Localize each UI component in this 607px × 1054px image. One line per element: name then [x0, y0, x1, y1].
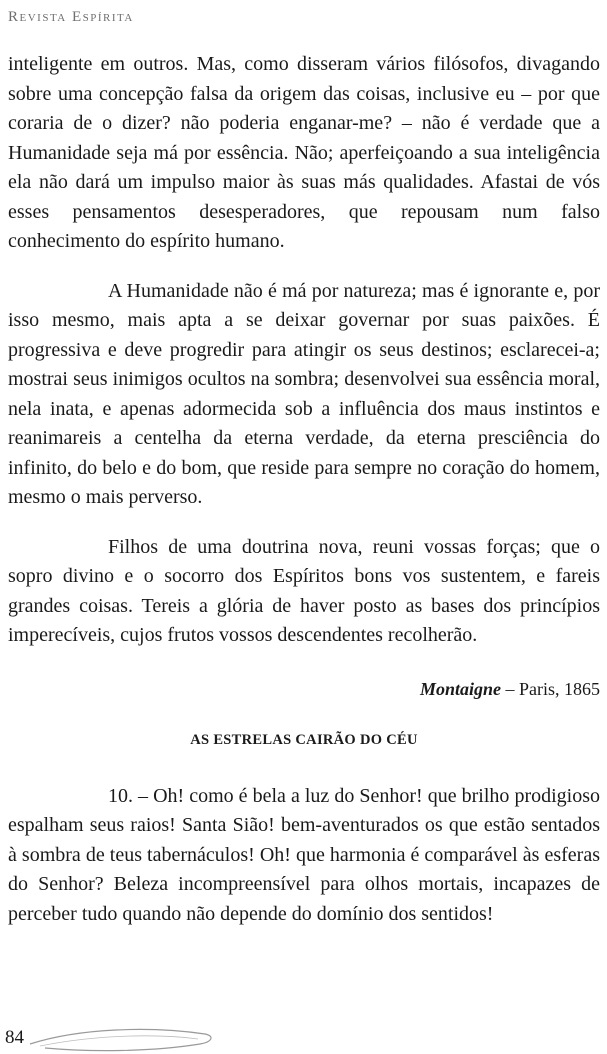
page-number: 84: [5, 1027, 24, 1048]
body-text: [8, 50, 600, 929]
section-title: AS ESTRELAS CAIRÃO DO CÉU: [190, 732, 418, 748]
paragraph-1: inteligente em outros. Mas, como disseram vários filósofos, divagando sobre uma concepção falsa da origem das coisas, inclusive eu – por que coraria de o dizer? não poderia enganar-me? – não é verdade que a Humanidade seja má por essência. Não; aperfeiçoando a sua inteligência ela não dará um impulso maior às suas más qualidades. Afastai de vós esses pensamentos desesperadores, que repousam num falso conhecimento do espírito humano.: [8, 53, 600, 252]
paragraph-3: Filhos de uma doutrina nova, reuni vossas forças; que o sopro divino e o socorro dos Espíritos bons vos sustentem, e fareis grandes coisas. Tereis a glória de haver posto as bases dos princípios imperecíveis, cujos frutos vossos descendentes recolherão.: [8, 535, 600, 646]
paragraph-4: 10. – Oh! como é bela a luz do Senhor! que brilho prodigioso espalham seus raios! Santa Sião! bem-aventurados os que estão sentados à sombra de teus tabernáculos! Oh! que harmonia é comparável às esferas do Senhor? Beleza incompreensível para olhos mortais, incapazes de perceber tudo quando não depende do domínio dos sentidos!: [8, 784, 600, 925]
signature-place-date: – Paris, 1865: [501, 678, 600, 699]
running-head: Revista Espírita: [8, 9, 134, 25]
paragraph-2: A Humanidade não é má por natureza; mas é ignorante e, por isso mesmo, mais apta a se deixar governar por suas paixões. É progressiva e deve progredir para atingir os seus destinos; esclarecei-a; mostrai seus inimigos ocultos na sombra; desenvolvei sua essência moral, nela inata, e apenas adormecida sob a influência dos maus instintos e reanimareis a centelha da eterna verdade, da eterna presciência do infinito, do belo e do bom, que reside para sempre no coração do homem, mesmo o mais perverso.: [8, 279, 600, 508]
signature-author: Montaigne: [419, 678, 501, 699]
page-ornament-swash: [0, 1022, 260, 1054]
signature: [8, 675, 600, 705]
